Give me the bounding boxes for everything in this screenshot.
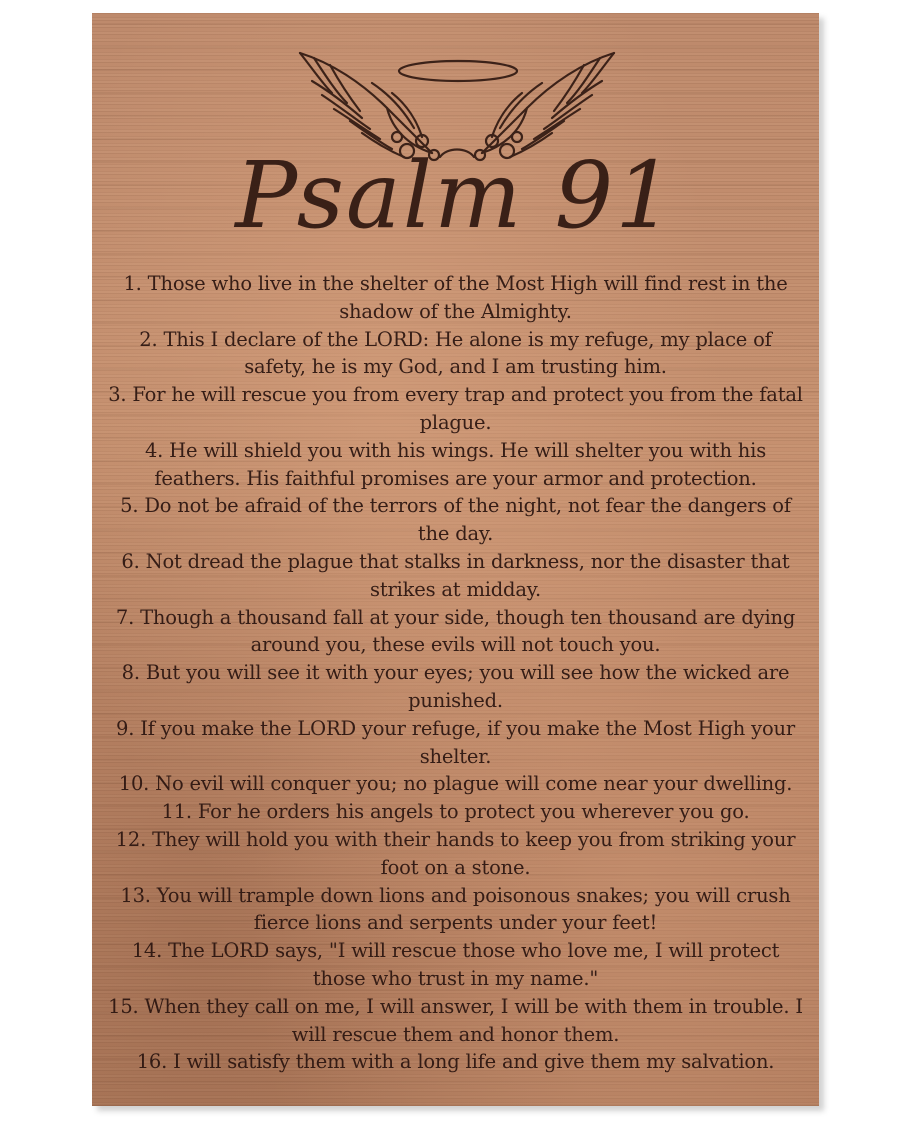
verse-13: 13. You will trample down lions and poisonous snakes; you will crush fierce lions and serpents under your feet!: [120, 883, 791, 935]
verse-14: 14. The LORD says, "I will rescue those who love me, I will protect those who trust in my name.": [131, 939, 780, 990]
verse-16: 16. I will satisfy them with a long life and give them my salvation.: [136, 1050, 775, 1074]
verse-15: 15. When they call on me, I will answer, I will be with them in trouble. I will rescue them and honor them.: [108, 994, 803, 1046]
wood-board: [92, 13, 819, 1106]
verse-4: 4. He will shield you with his wings. He will shelter you with his feathers. His faithful promises are your armor and protection.: [144, 438, 767, 490]
verse-9: 9. If you make the LORD your refuge, if you make the Most High your shelter.: [115, 716, 796, 768]
page-title: Psalm 91: [235, 142, 676, 249]
verse-7: 7. Though a thousand fall at your side, though ten thousand are dying around you, these evils will not touch you.: [115, 605, 796, 657]
verse-10: 10. No evil will conquer you; no plague will come near your dwelling.: [118, 772, 793, 796]
verse-1: 1. Those who live in the shelter of the Most High will find rest in the shadow of the Almighty.: [123, 272, 788, 323]
verse-11: 11. For he orders his angels to protect you wherever you go.: [161, 800, 750, 824]
verse-3: 3. For he will rescue you from every trap and protect you from the fatal plague.: [108, 383, 803, 434]
verse-2: 2. This I declare of the LORD: He alone is my refuge, my place of safety, he is my God, and I am trusting him.: [139, 327, 772, 379]
verse-8: 8. But you will see it with your eyes; you will see how the wicked are punished.: [121, 661, 790, 712]
verse-6: 6. Not dread the plague that stalks in darkness, nor the disaster that strikes at midday.: [121, 549, 790, 601]
verse-5: 5. Do not be afraid of the terrors of the night, not fear the dangers of the day.: [120, 494, 791, 546]
verse-12: 12. They will hold you with their hands to keep you from striking your foot on a stone.: [115, 827, 796, 879]
verse-list: [106, 270, 805, 1076]
